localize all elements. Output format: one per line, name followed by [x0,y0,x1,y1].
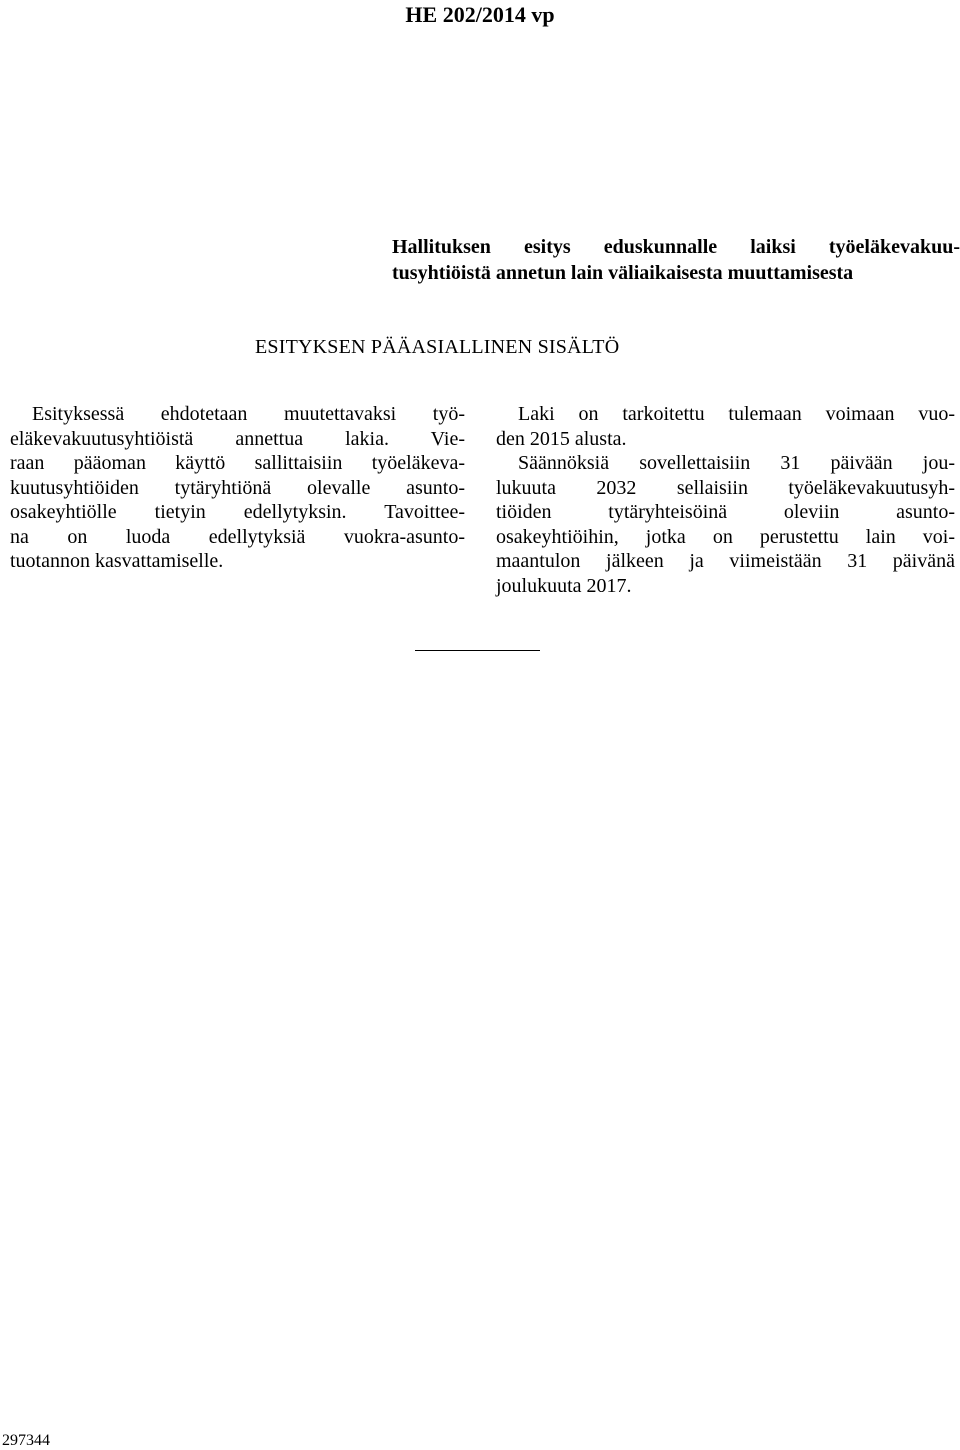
paragraph-line: Säännöksiä sovellettaisiin 31 päivään jou- [518,452,955,474]
section-divider [415,650,540,651]
document-id: HE 202/2014 vp [405,2,555,27]
title-line-1: Hallituksen esitys eduskunnalle laiksi työeläkevakuu- [392,236,960,258]
paragraph-line: osakeyhtiölle tietyin edellytyksin. Tavoittee- [10,501,465,523]
paragraph-line: maantulon jälkeen ja viimeistään 31 päivänä [496,550,955,572]
paragraph-line: osakeyhtiöihin, jotka on perustettu lain voi- [496,525,955,548]
right-column-paragraphs [496,402,955,598]
paragraph-line: Laki on tarkoitettu tulemaan voimaan vuo- [518,403,955,425]
paragraph-line: raan pääoman käyttö sallittaisiin työeläkeva- [10,452,465,474]
document-title [392,234,960,286]
paragraph-line: den 2015 alusta. [496,427,627,450]
paragraph-line: kuutusyhtiöiden tytäryhtiönä olevalle asunto- [10,476,465,499]
title-line-2: tusyhtiöistä annetun lain väliaikaisesta muuttamisesta [392,262,854,284]
paragraph-line: na on luoda edellytyksiä vuokra-asunto- [10,525,465,548]
paragraph-line: eläkevakuutusyhtiöistä annettua lakia. Vie- [10,427,465,450]
paragraph-line: tiöiden tytäryhteisöinä oleviin asunto- [496,501,955,523]
paragraph-line: Esityksessä ehdotetaan muutettavaksi työ- [32,403,465,425]
page-code: 297344 [2,1432,50,1449]
left-column-paragraph [10,402,465,574]
paragraph-line: joulukuuta 2017. [496,574,632,597]
paragraph-line: tuotannon kasvattamiselle. [10,550,224,572]
paragraph-line: lukuuta 2032 sellaisiin työeläkevakuutusyh- [496,476,955,499]
section-heading: ESITYKSEN PÄÄASIALLINEN SISÄLTÖ [255,336,620,358]
